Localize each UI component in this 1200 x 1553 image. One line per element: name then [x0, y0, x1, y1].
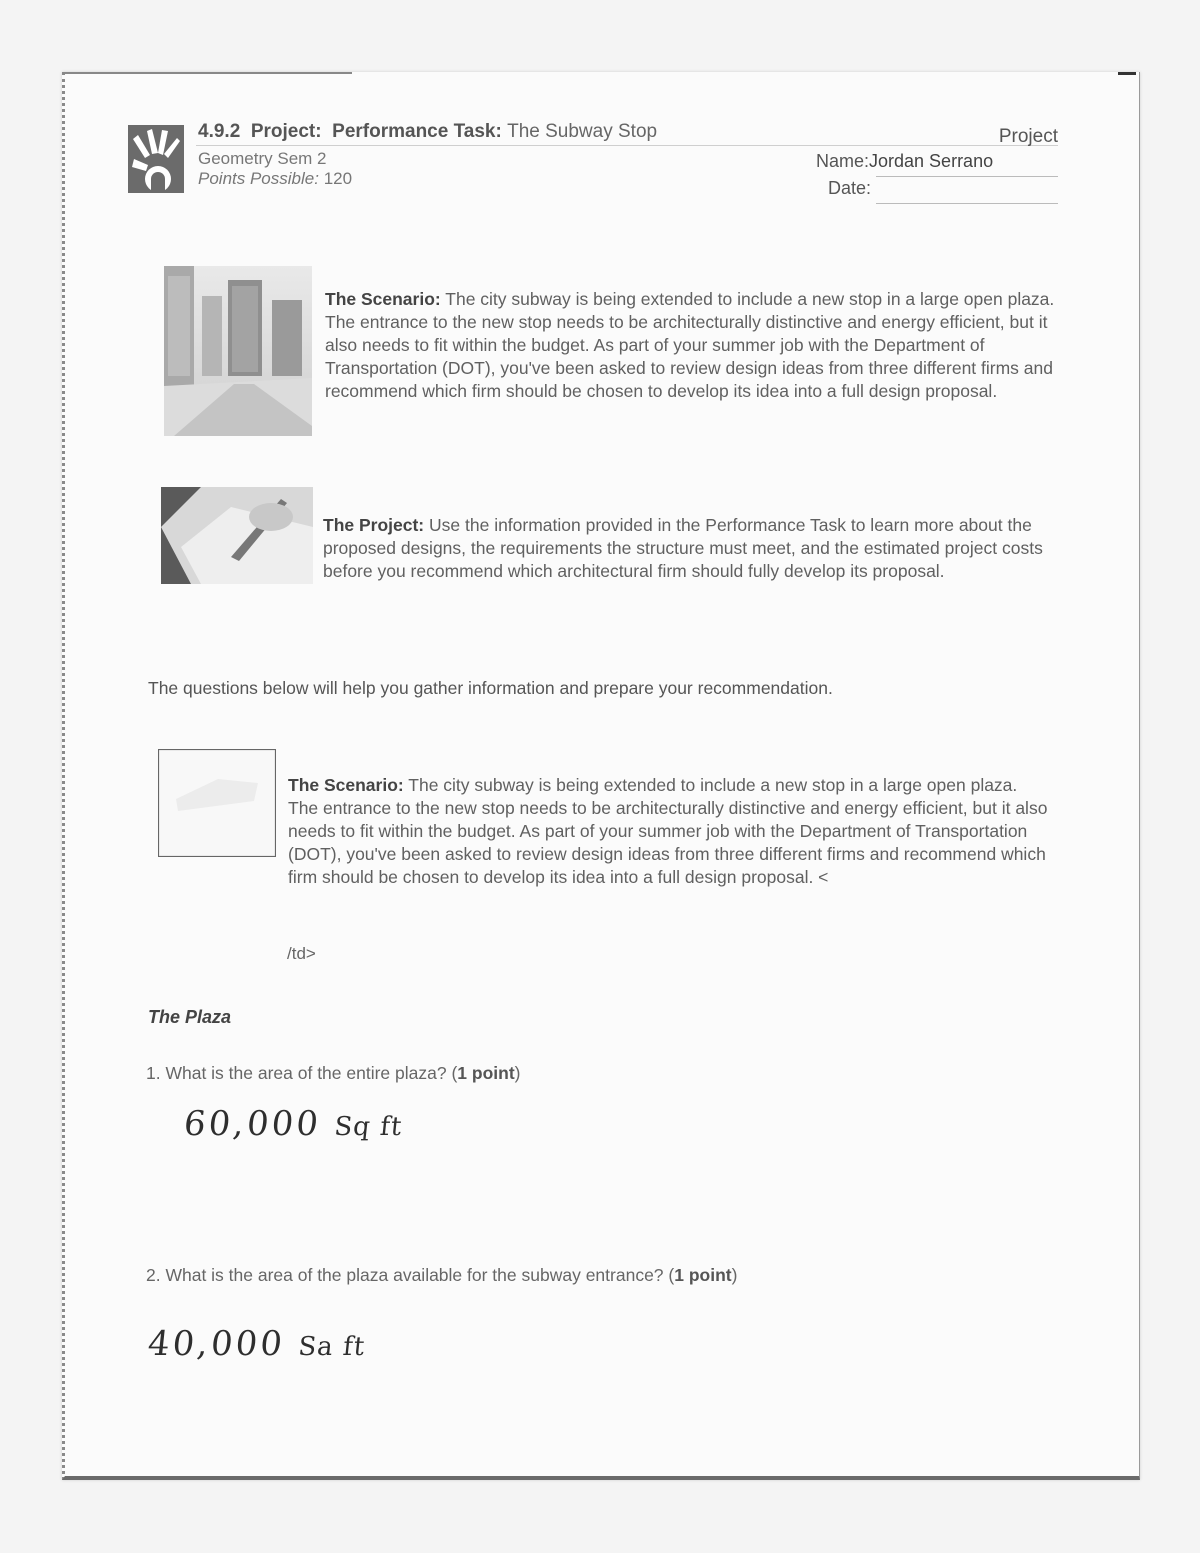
- scenario-repeat-paragraph: The Scenario: The city subway is being extended to include a new stop in a large open plaza. The entrance to the new stop needs to be architecturally distinctive and energy efficient, but it also needs to fit within the budget. As part of your summer job with the Department of Transportation (DOT), you've been asked to review design ideas from three different firms and recommend which firm should be chosen to develop its idea into a full design proposal. <: [288, 775, 1048, 887]
- project-paragraph: The Project: Use the information provided in the Performance Task to learn more about the proposed designs, the requirements the structure must meet, and the estimated project costs before you recommend which architectural firm should fully develop its proposal.: [323, 515, 1043, 581]
- intro-text: The questions below will help you gather information and prepare your recommendation.: [148, 678, 833, 698]
- broken-image-placeholder: [158, 749, 276, 857]
- handwritten-answer-2: 40,000 Sa ft: [145, 1324, 367, 1364]
- page-edge: [62, 72, 352, 74]
- name-field: Name:Jordan Serrano: [816, 151, 994, 171]
- course-name: Geometry Sem 2: [198, 149, 327, 168]
- sun-logo-icon: [128, 125, 184, 193]
- handwritten-answer-1: 60,000 Sq ft: [181, 1104, 404, 1144]
- date-field: Date:: [828, 178, 872, 198]
- student-name: Jordan Serrano: [869, 151, 994, 171]
- date-underline: [876, 203, 1058, 204]
- assignment-title: 4.9.2 Project: Performance Task: The Subway Stop: [198, 121, 658, 142]
- name-underline: [876, 176, 1058, 177]
- question-1: 1. What is the area of the entire plaza? (1 point): [146, 1063, 521, 1083]
- page-corner-mark: [1118, 72, 1136, 75]
- stray-html-tag: /td>: [287, 944, 316, 963]
- question-2: 2. What is the area of the plaza available for the subway entrance? (1 point): [146, 1265, 738, 1285]
- assignment-type: Project: [998, 126, 1058, 147]
- section-title: The Plaza: [148, 1007, 232, 1027]
- city-buildings-image: [164, 266, 312, 436]
- header-rule: [196, 145, 1058, 146]
- scenario-paragraph: The Scenario: The city subway is being extended to include a new stop in a large open plaza. The entrance to the new stop needs to be architecturally distinctive and energy efficient, but it also needs to fit within the budget. As part of your summer job with the Department of Transportation (DOT), you've been asked to review design ideas from three different firms and recommend which firm should be chosen to develop its idea into a full design proposal.: [325, 289, 1055, 401]
- points-possible: Points Possible: 120: [198, 169, 353, 188]
- writing-hand-image: [161, 487, 313, 584]
